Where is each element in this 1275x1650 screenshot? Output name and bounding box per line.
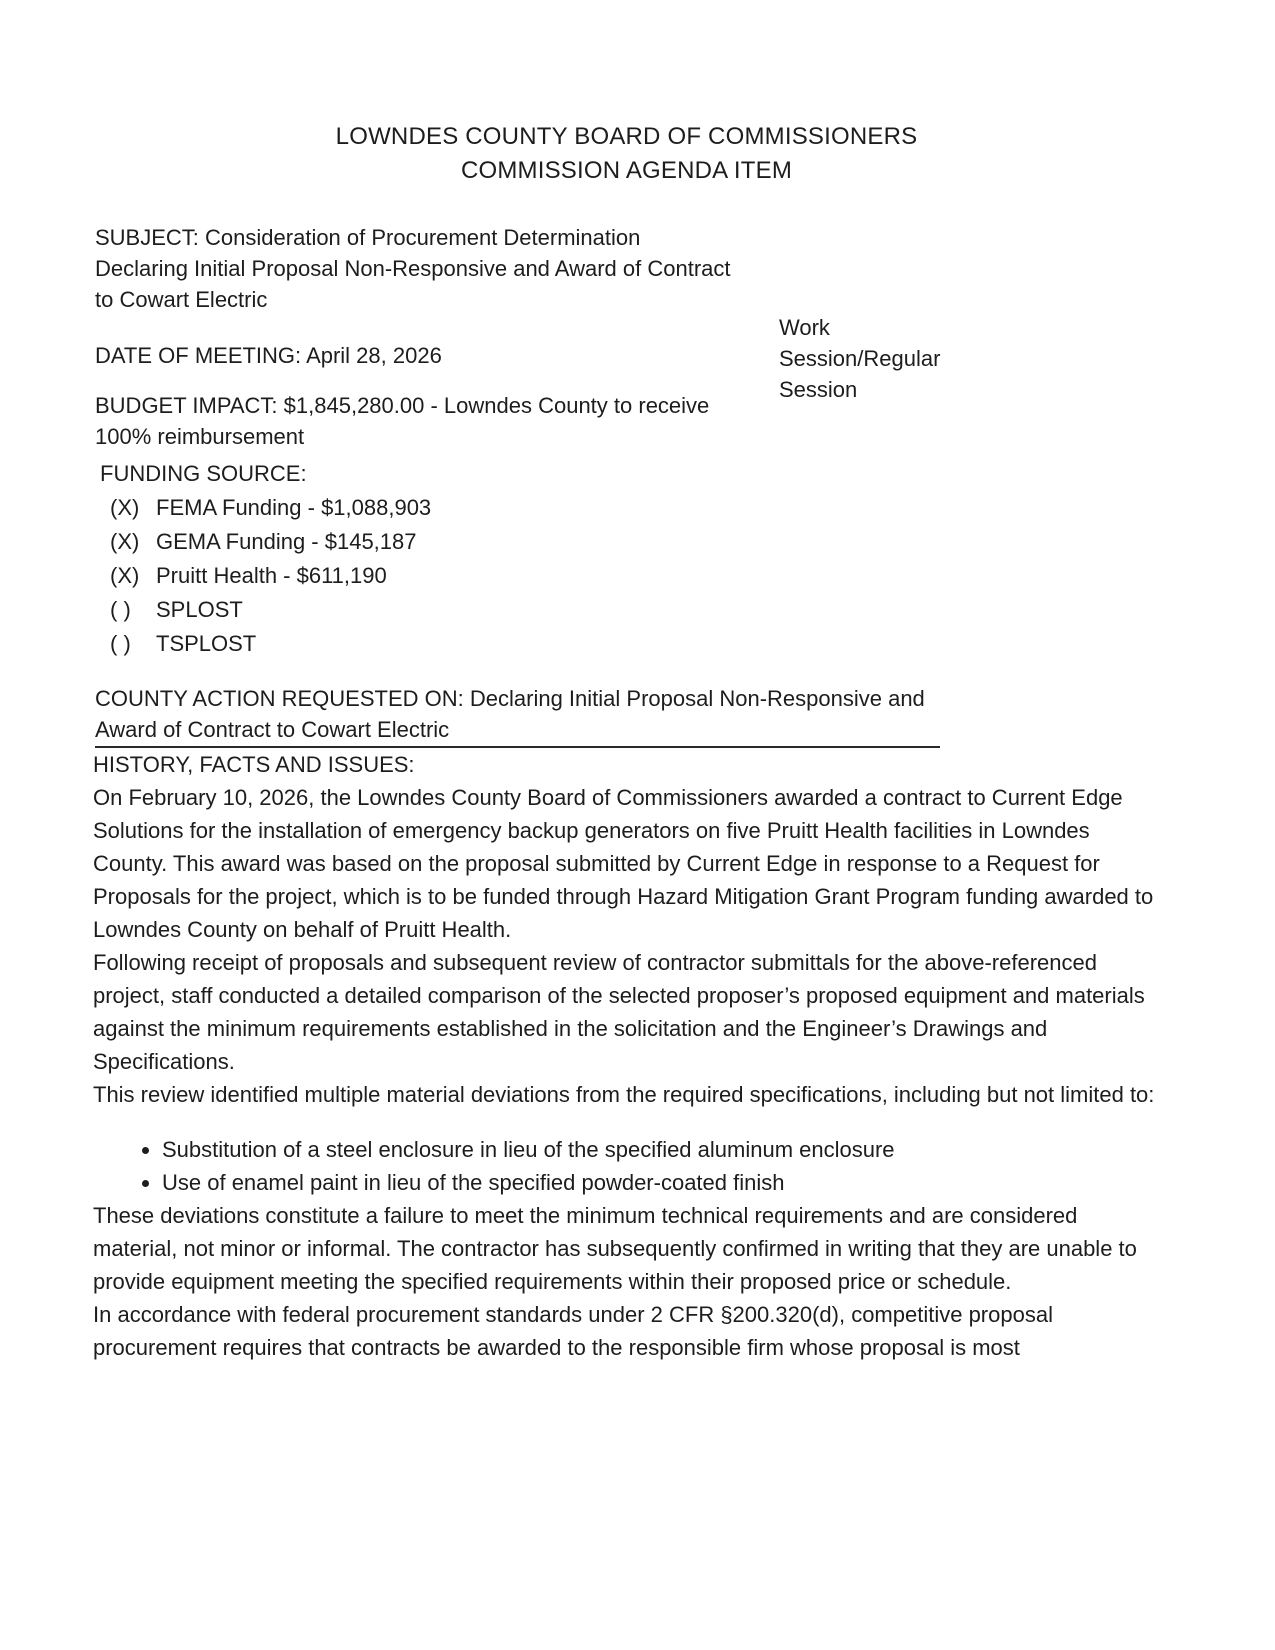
funding-source-row xyxy=(110,559,1160,593)
session-type: Work Session/Regular Session xyxy=(779,315,941,402)
date-of-meeting-value: April 28, 2026 xyxy=(306,343,442,368)
body-paragraph: Following receipt of proposals and subsequent review of contractor submittals for the above-referenced project, staff conducted a detailed comparison of the selected proposer’s proposed equipment and materials against the minimum requirements established in the solicitation and the Engineer’s Drawings and Specifications. xyxy=(93,950,1145,1074)
funding-label: GEMA Funding - $145,187 xyxy=(156,529,417,554)
funding-label: FEMA Funding - $1,088,903 xyxy=(156,495,432,520)
meta-section xyxy=(93,222,1160,748)
funding-source-row xyxy=(110,593,1160,627)
funding-label: TSPLOST xyxy=(156,631,257,656)
body-paragraph: In accordance with federal procurement standards under 2 CFR §200.320(d), competitive proposal procurement requires that contracts be awarded to the responsible firm whose proposal is most xyxy=(93,1302,1053,1360)
list-item: • Use of enamel paint in lieu of the specified powder-coated finish xyxy=(162,1166,1160,1199)
budget-impact-label: BUDGET IMPACT: xyxy=(95,393,278,418)
county-action-label: COUNTY ACTION REQUESTED ON: xyxy=(95,686,464,711)
budget-impact-value: $1,845,280.00 - Lowndes County to receive 100% reimbursement xyxy=(95,393,710,449)
funding-checkbox: (X) xyxy=(110,495,140,520)
funding-label: Pruitt Health - $611,190 xyxy=(156,563,387,588)
document-title-line1: LOWNDES COUNTY BOARD OF COMMISSIONERS xyxy=(335,123,918,150)
county-action-value: Declaring Initial Proposal Non-Responsive and Award of Contract to Cowart Electric xyxy=(95,686,925,742)
funding-checkbox: ( ) xyxy=(110,631,131,656)
subject-label: SUBJECT: xyxy=(95,225,199,250)
funding-source-heading: FUNDING SOURCE: xyxy=(100,461,307,486)
county-action-line xyxy=(95,683,940,748)
funding-source-list xyxy=(110,491,1160,661)
subject-line xyxy=(95,222,735,315)
document-title-line2: COMMISSION AGENDA ITEM xyxy=(460,157,793,184)
body-paragraph: On February 10, 2026, the Lowndes County Board of Commissioners awarded a contract to Current Edge Solutions for the installation of emergency backup generators on five Pruitt Health facilities in Lowndes County. This award was based on the proposal submitted by Current Edge in response to a Request for Proposals for the project, which is to be funded through Hazard Mitigation Grant Program funding awarded to Lowndes County on behalf of Pruitt Health. xyxy=(93,785,1154,942)
funding-checkbox: (X) xyxy=(110,529,140,554)
funding-source-row xyxy=(110,525,1160,559)
budget-impact-line xyxy=(95,390,740,452)
date-of-meeting-line xyxy=(95,340,1160,371)
subject-value: Consideration of Procurement Determination Declaring Initial Proposal Non-Responsive and Award of Contract to Cowart Electric xyxy=(95,225,731,312)
funding-checkbox: ( ) xyxy=(110,597,131,622)
history-section xyxy=(93,748,1160,1364)
funding-label: SPLOST xyxy=(156,597,243,622)
document-title xyxy=(93,120,1160,188)
deviation-list xyxy=(93,1133,1160,1199)
funding-source-row xyxy=(110,491,1160,525)
history-heading: HISTORY, FACTS AND ISSUES: xyxy=(93,752,415,777)
list-item: • Substitution of a steel enclosure in lieu of the specified aluminum enclosure xyxy=(162,1133,1160,1166)
date-of-meeting-label: DATE OF MEETING: xyxy=(95,343,302,368)
body-paragraph: These deviations constitute a failure to meet the minimum technical requirements and are considered material, not minor or informal. The contractor has subsequently confirmed in writing that they are unable to provide equipment meeting the specified requirements within their proposed price or schedule. xyxy=(93,1203,1137,1294)
body-paragraph: This review identified multiple material deviations from the required specifications, including but not limited to: xyxy=(93,1082,1155,1107)
funding-checkbox: (X) xyxy=(110,563,140,588)
funding-source-row xyxy=(110,627,1160,661)
